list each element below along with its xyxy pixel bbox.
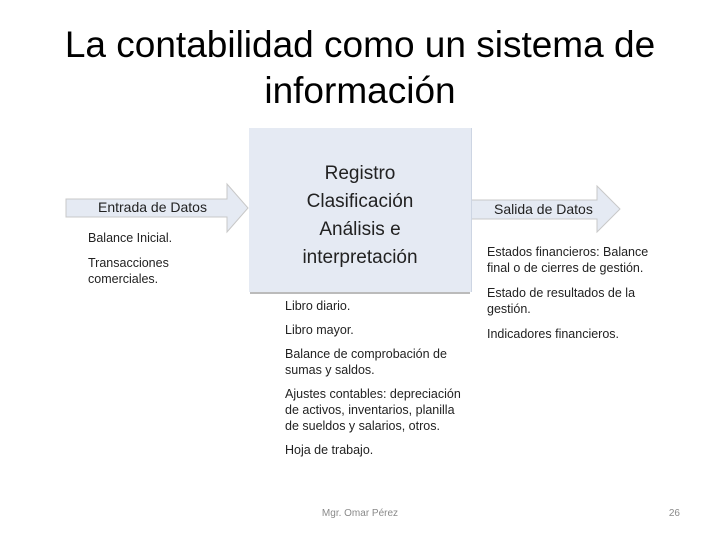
output-item: Indicadores financieros. [487, 327, 620, 341]
footer-author: Mgr. Omar Pérez [321, 508, 399, 519]
page-number: 26 [668, 508, 680, 519]
process-step: Registro [324, 163, 396, 184]
input-items [88, 230, 238, 296]
process-item: Hoja de trabajo. [285, 443, 374, 457]
process-step: Análisis e [319, 219, 401, 240]
slide-title-line-1: La contabilidad como un sistema de [64, 24, 656, 65]
process-item: Ajustes contables: depreciación de activos, inventarios, planilla de sueldos y salarios, otros. [285, 387, 461, 433]
output-items [487, 244, 667, 351]
process-steps [249, 160, 471, 272]
input-label: Entrada de Datos [98, 199, 207, 215]
process-item: Libro diario. [285, 299, 351, 313]
output-item: Estados financieros: Balance final o de cierres de gestión. [487, 245, 649, 275]
input-item: Transacciones comerciales. [88, 256, 169, 286]
process-items [285, 298, 470, 466]
process-step: Clasificación [306, 191, 414, 212]
process-item: Balance de comprobación de sumas y saldos. [285, 347, 447, 377]
output-label: Salida de Datos [494, 201, 593, 217]
slide-title-line-2: información [264, 70, 456, 111]
input-item: Balance Inicial. [88, 231, 173, 245]
process-item: Libro mayor. [285, 323, 354, 337]
process-step: interpretación [302, 247, 418, 268]
output-item: Estado de resultados de la gestión. [487, 286, 636, 316]
